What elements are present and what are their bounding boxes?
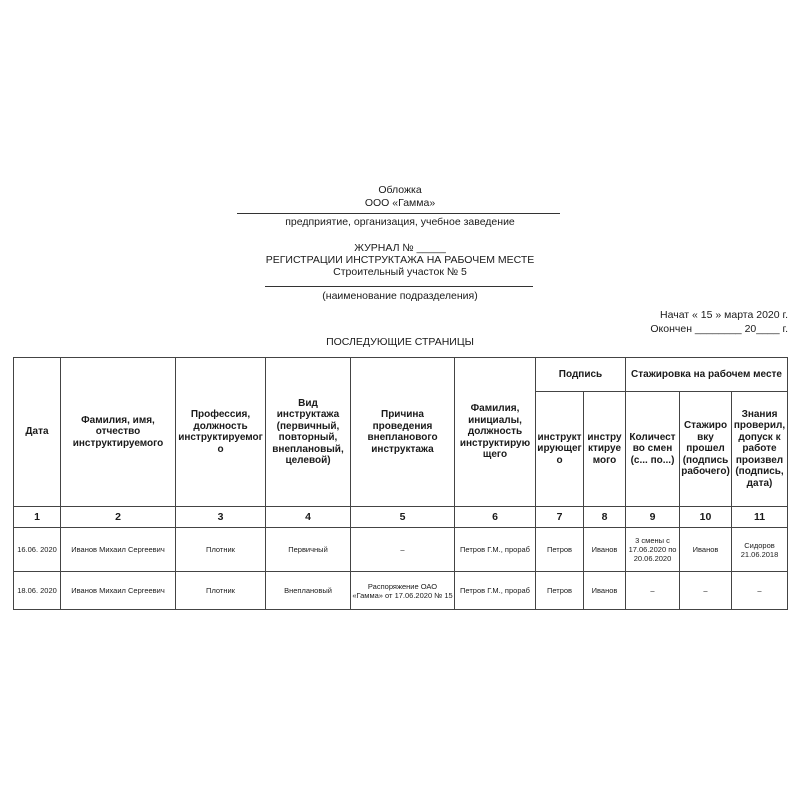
cell-sig-instructed: Иванов <box>584 572 626 610</box>
table-row <box>14 572 788 610</box>
cell-internship-passed: – <box>680 572 732 610</box>
col-header-reason: Причина проведения внепланового инструктажа <box>351 358 455 507</box>
org-underline <box>237 213 560 214</box>
col-header-shifts: Количество смен (с... по...) <box>626 392 680 507</box>
cell-sig-instructor: Петров <box>536 572 584 610</box>
cell-date: 18.06. 2020 <box>14 572 61 610</box>
journal-title: РЕГИСТРАЦИИ ИНСТРУКТАЖА НА РАБОЧЕМ МЕСТЕ <box>265 254 535 266</box>
col-header-internship-group: Стажировка на рабочем месте <box>626 358 788 392</box>
site-name: Строительный участок № 5 <box>333 266 467 278</box>
journal-number: ЖУРНАЛ № _____ <box>354 242 446 254</box>
cell-knowledge: – <box>732 572 788 610</box>
cell-type: Первичный <box>266 528 351 572</box>
column-number: 7 <box>536 507 584 528</box>
column-number: 11 <box>732 507 788 528</box>
instruction-journal-table <box>13 357 788 610</box>
date-started: Начат « 15 » марта 2020 г. <box>660 309 788 321</box>
cell-date: 16.06. 2020 <box>14 528 61 572</box>
subsequent-pages-title: ПОСЛЕДУЮЩИЕ СТРАНИЦЫ <box>326 336 474 348</box>
cell-sig-instructor: Петров <box>536 528 584 572</box>
cover-label: Обложка <box>378 184 422 196</box>
unit-underline <box>265 286 533 287</box>
col-header-knowledge: Знания проверил, допуск к работе произвел (подпись, дата) <box>732 392 788 507</box>
column-number: 2 <box>61 507 176 528</box>
date-ended: Окончен ________ 20____ г. <box>650 323 788 335</box>
cell-profession: Плотник <box>176 528 266 572</box>
column-number-row <box>14 507 788 528</box>
col-header-instructor: Фамилия, инициалы, должность инструктирующего <box>455 358 536 507</box>
col-header-signature-group: Подпись <box>536 358 626 392</box>
cell-reason: – <box>351 528 455 572</box>
cell-name: Иванов Михаил Сергеевич <box>61 528 176 572</box>
column-number: 5 <box>351 507 455 528</box>
column-number: 9 <box>626 507 680 528</box>
unit-caption: (наименование подразделения) <box>322 290 478 302</box>
cell-internship-passed: Иванов <box>680 528 732 572</box>
column-number: 10 <box>680 507 732 528</box>
col-header-name: Фамилия, имя, отчество инструктируемого <box>61 358 176 507</box>
cell-instructor: Петров Г.М., прораб <box>455 572 536 610</box>
col-header-profession: Профессия, должность инструктируемого <box>176 358 266 507</box>
company-name: ООО «Гамма» <box>364 197 436 209</box>
col-header-sig-instructor: инструктирующего <box>536 392 584 507</box>
org-caption: предприятие, организация, учебное заведение <box>285 216 515 228</box>
column-number: 1 <box>14 507 61 528</box>
column-number: 4 <box>266 507 351 528</box>
column-number: 3 <box>176 507 266 528</box>
cell-shifts: 3 смены с 17.06.2020 по 20.06.2020 <box>626 528 680 572</box>
col-header-date: Дата <box>14 358 61 507</box>
cell-shifts: – <box>626 572 680 610</box>
cell-knowledge: Сидоров 21.06.2018 <box>732 528 788 572</box>
cell-reason: Распоряжение ОАО «Гамма» от 17.06.2020 № 15 <box>351 572 455 610</box>
col-header-type: Вид инструктажа (первичный, повторный, внеплановый, целевой) <box>266 358 351 507</box>
table-row <box>14 528 788 572</box>
cell-type: Внеплановый <box>266 572 351 610</box>
cell-sig-instructed: Иванов <box>584 528 626 572</box>
col-header-internship-passed: Стажировку прошел (подпись рабочего) <box>680 392 732 507</box>
header-row-top <box>14 358 788 392</box>
column-number: 8 <box>584 507 626 528</box>
cell-instructor: Петров Г.М., прораб <box>455 528 536 572</box>
cell-name: Иванов Михаил Сергеевич <box>61 572 176 610</box>
col-header-sig-instructed: инструктируемого <box>584 392 626 507</box>
column-number: 6 <box>455 507 536 528</box>
cell-profession: Плотник <box>176 572 266 610</box>
